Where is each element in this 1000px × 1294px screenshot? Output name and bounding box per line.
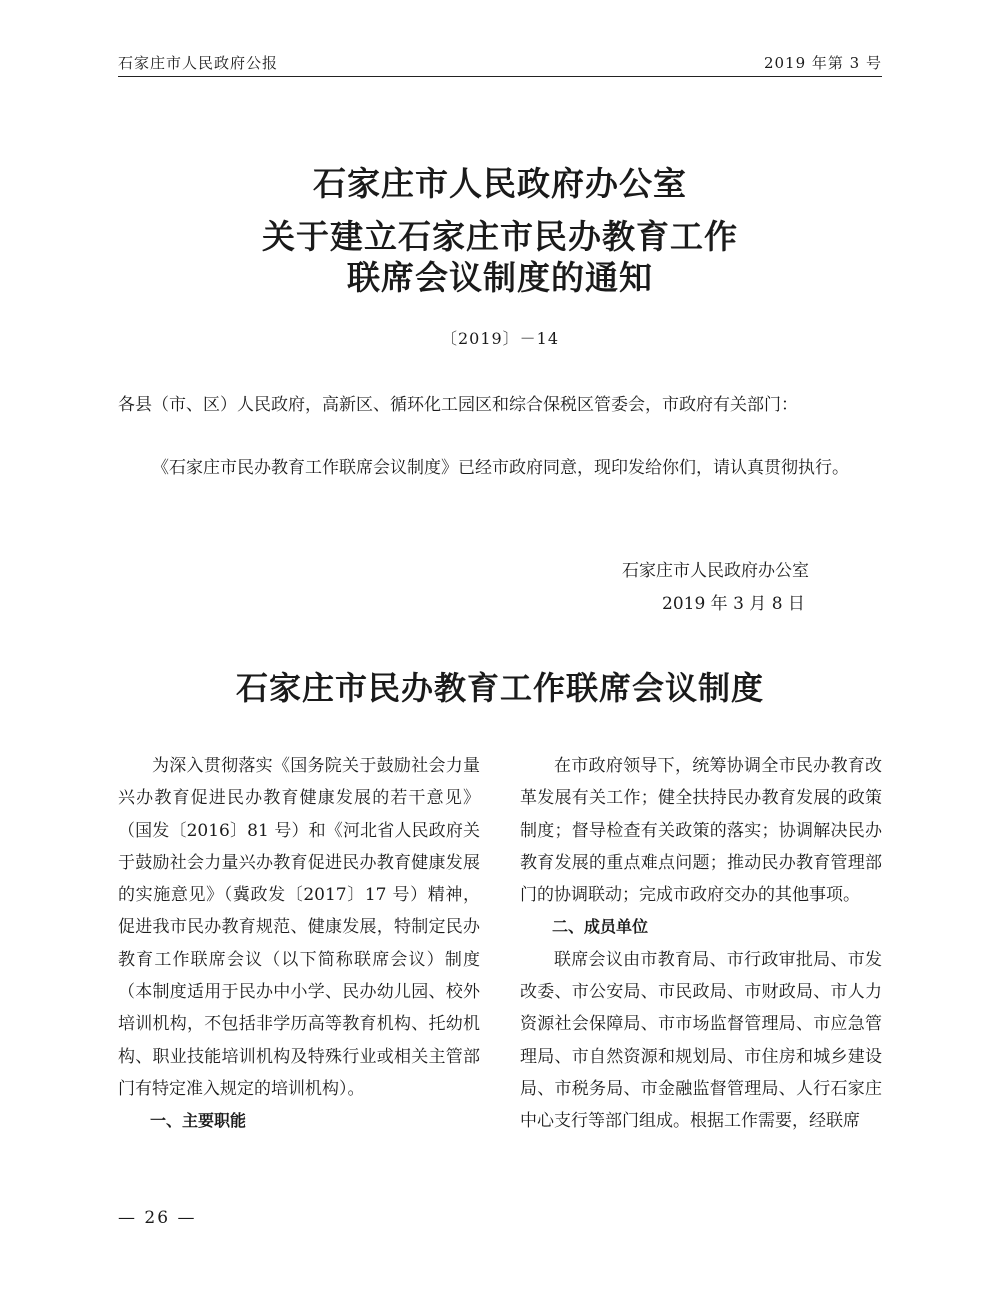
section-1-body: 在市政府领导下，统筹协调全市民办教育改革发展有关工作；健全扶持民办教育发展的政策制度；督导检查有关政策的落实；协调解决民办教育发展的重点难点问题；推动民办教育管理部门的协调联动；完成市政府交办的其他事项。 bbox=[520, 756, 882, 906]
section-2-heading: 二、成员单位 bbox=[552, 917, 649, 937]
regulation-intro: 为深入贯彻落实《国务院关于鼓励社会力量兴办教育促进民办教育健康发展的若干意见》（国发〔2016〕81 号）和《河北省人民政府关于鼓励社会力量兴办教育促进民办教育健康发展的实施意见》（冀政发〔2017〕17 号）精神，促进我市民办教育规范、健康发展，特制定民办教育工作联席会议（以下简称联席会议）制度（本制度适用于民办中小学、民办幼儿园、校外培训机构，不包括非学历高等教育机构、托幼机构、职业技能培训机构及特殊行业或相关主管部门有特定准入规定的培训机构）。 bbox=[118, 756, 480, 1099]
section-2-body: 联席会议由市教育局、市行政审批局、市发改委、市公安局、市民政局、市财政局、市人力资源社会保障局、市市场监督管理局、市应急管理局、市自然资源和规划局、市住房和城乡建设局、市税务局、市金融监督管理局、人行石家庄中心支行等部门组成。根据工作需要，经联席 bbox=[520, 949, 882, 1132]
left-column bbox=[118, 750, 480, 1138]
regulation-title: 石家庄市民办教育工作联席会议制度 bbox=[235, 669, 764, 707]
notice-title-line-2: 关于建立石家庄市民办教育工作 bbox=[262, 217, 738, 256]
signature-date: 2019 年 3 月 8 日 bbox=[662, 594, 805, 614]
notice-title-line-1: 石家庄市人民政府办公室 bbox=[313, 164, 687, 203]
notice-body: 《石家庄市民办教育工作联席会议制度》已经市政府同意，现印发给你们，请认真贯彻执行。 bbox=[152, 458, 849, 478]
signature-org: 石家庄市人民政府办公室 bbox=[622, 561, 809, 581]
notice-addressee: 各县（市、区）人民政府，高新区、循环化工园区和综合保税区管委会，市政府有关部门： bbox=[118, 395, 798, 415]
publication-name: 石家庄市人民政府公报 bbox=[118, 54, 279, 72]
right-column bbox=[520, 750, 882, 1138]
running-header bbox=[118, 50, 882, 76]
page-number: — 26 — bbox=[118, 1208, 197, 1228]
section-1-heading: 一、主要职能 bbox=[150, 1111, 247, 1131]
notice-title-line-3: 联席会议制度的通知 bbox=[347, 258, 653, 297]
header-rule bbox=[118, 76, 882, 77]
document-number: 〔2019〕－14 bbox=[440, 329, 560, 348]
issue-number: 2019 年第 3 号 bbox=[763, 54, 882, 72]
